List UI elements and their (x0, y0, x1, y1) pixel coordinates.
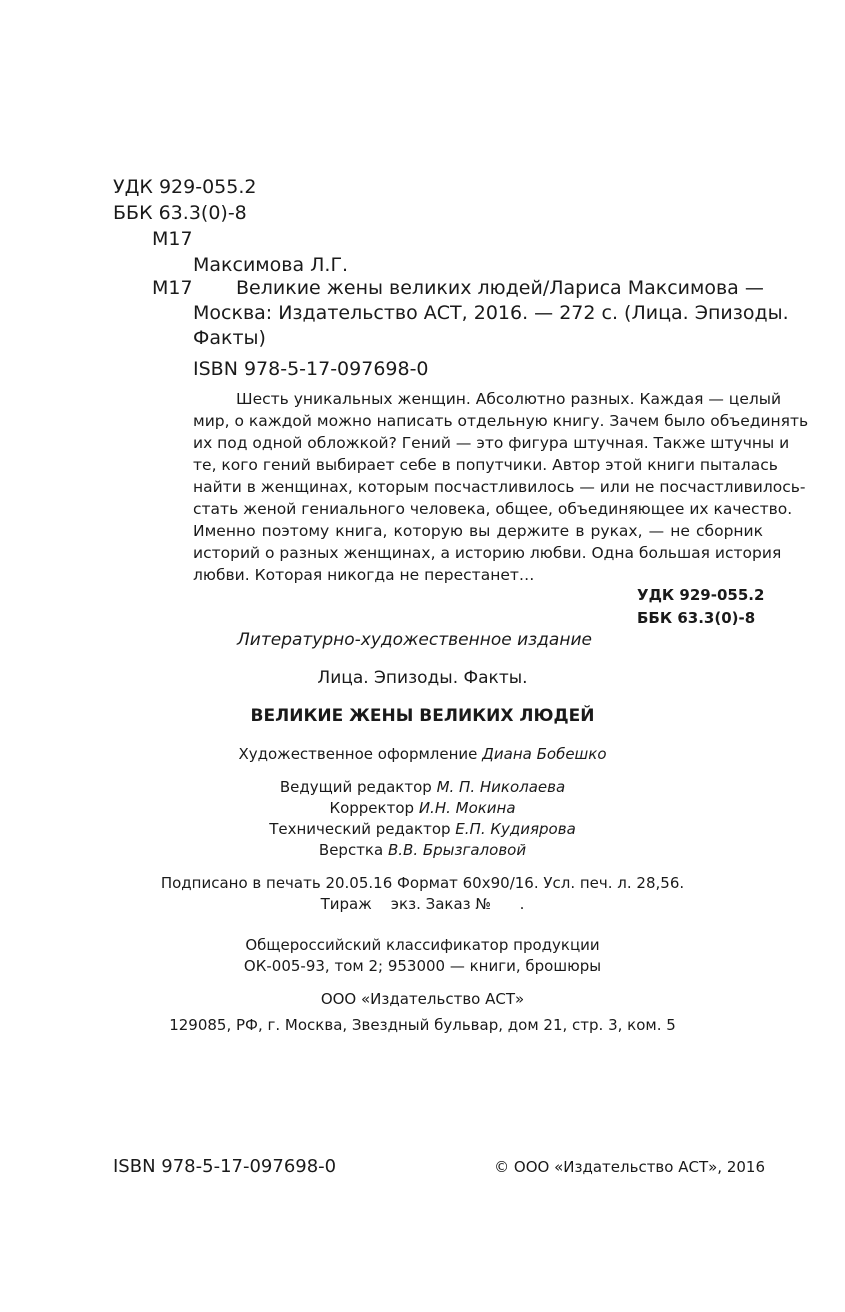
annotation-line: те, кого гений выбирает себе в попутчики. Автор этой книги пыталась (193, 456, 778, 474)
credit-design (0, 745, 845, 763)
credit-tech-label: Технический редактор (269, 820, 451, 838)
edition-type: Литературно-художественное издание (237, 630, 592, 650)
print-info-line-1: Подписано в печать 20.05.16 Формат 60x90/16. Усл. печ. л. 28,56. (160, 874, 685, 892)
credit-tech-name: Е.П. Кудиярова (455, 820, 576, 838)
footer-isbn: ISBN 978-5-17-097698-0 (113, 1156, 337, 1177)
credit-design-label: Художественное оформление (238, 745, 478, 763)
entry-line-2: Москва: Издательство АСТ, 2016. — 272 с. (Лица. Эпизоды. (193, 302, 789, 324)
series-name: Лица. Эпизоды. Факты. (317, 668, 528, 688)
publisher-address: 129085, РФ, г. Москва, Звездный бульвар, дом 21, стр. 3, ком. 5 (169, 1016, 676, 1034)
annotation-line: их под одной обложкой? Гений — это фигура штучная. Также штучны и (193, 434, 790, 452)
entry-code: М17 (152, 277, 193, 299)
author-name: Максимова Л.Г. (193, 254, 349, 276)
annotation-line: Именно поэтому книга, которую вы держите в руках, — не сборник (193, 522, 763, 540)
credit-design-name: Диана Бобешко (482, 745, 607, 763)
annotation-line: найти в женщинах, которым посчастливилось — или не посчастливилось- (193, 478, 806, 496)
credit-corrector-label: Корректор (329, 799, 415, 817)
footer-copyright: © ООО «Издательство АСТ», 2016 (494, 1158, 765, 1176)
entry-line-3: Факты) (193, 327, 266, 349)
book-title: ВЕЛИКИЕ ЖЕНЫ ВЕЛИКИХ ЛЮДЕЙ (250, 706, 595, 726)
bbk-code: ББК 63.3(0)-8 (113, 202, 247, 224)
annotation-line: любви. Которая никогда не перестанет… (193, 566, 535, 584)
classifier-line-1: Общероссийский классификатор продукции (245, 936, 600, 954)
annotation-line: историй о разных женщинах, а историю любви. Одна большая история (193, 544, 782, 562)
annotation-line: мир, о каждой можно написать отдельную книгу. Зачем было объединять (193, 412, 809, 430)
classifier-line-2: ОК-005-93, том 2; 953000 — книги, брошюры (243, 957, 602, 975)
isbn: ISBN 978-5-17-097698-0 (193, 358, 429, 380)
udk-code: УДК 929-055.2 (113, 176, 257, 198)
print-info-line-2: Тираж экз. Заказ № . (320, 895, 525, 913)
credit-layout-label: Верстка (318, 841, 384, 859)
credit-editor-label: Ведущий редактор (279, 778, 432, 796)
publisher-name: ООО «Издательство АСТ» (320, 990, 525, 1008)
udk-right: УДК 929-055.2 (637, 586, 765, 604)
credit-corrector (0, 799, 845, 817)
credit-layout-name: В.В. Брызгаловой (387, 841, 527, 859)
author-mark: М17 (152, 228, 193, 250)
entry-line-1: Великие жены великих людей/Лариса Максимова — (236, 277, 764, 299)
credit-layout (0, 841, 845, 859)
annotation-line: Шесть уникальных женщин. Абсолютно разных. Каждая — целый (236, 390, 782, 408)
annotation-line: стать женой гениального человека, общее, объединяющее их качество. (193, 500, 793, 518)
credit-editor (0, 778, 845, 796)
bbk-right: ББК 63.3(0)-8 (637, 609, 756, 627)
credit-corrector-name: И.Н. Мокина (418, 799, 516, 817)
credit-editor-name: М. П. Николаева (436, 778, 566, 796)
credit-tech (0, 820, 845, 838)
